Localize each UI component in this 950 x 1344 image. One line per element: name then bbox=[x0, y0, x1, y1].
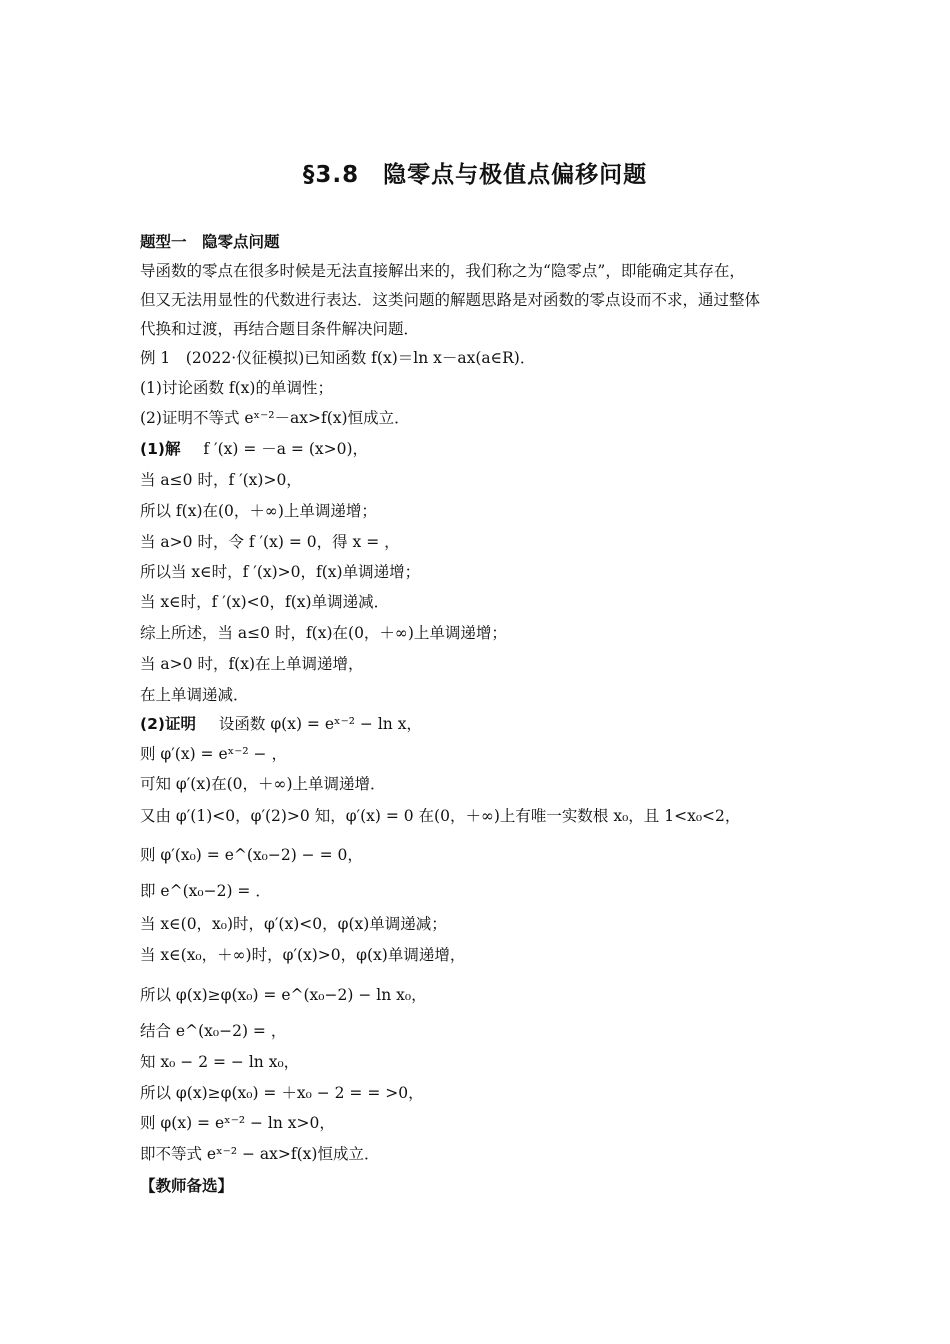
page-title: §3.8 隐零点与极值点偏移问题 bbox=[302, 162, 648, 188]
solution-line: 当 a>0 时，令 f ′(x) = 0，得 x = ， bbox=[140, 533, 400, 551]
solution-1-first-line bbox=[140, 439, 368, 459]
solution-line: 当 x∈时，f ′(x)<0，f(x)单调递减． bbox=[140, 593, 390, 611]
proof-line: 即不等式 eˣ⁻² − ax>f(x)恒成立． bbox=[140, 1145, 380, 1163]
solution-line: 当 a≤0 时，f ′(x)>0， bbox=[140, 471, 302, 489]
solution-2-function: 设函数 φ(x) = eˣ⁻² − ln x， bbox=[218, 715, 422, 733]
question-1: (1)讨论函数 f(x)的单调性； bbox=[140, 379, 333, 397]
intro-line: 代换和过渡，再结合题目条件解决问题． bbox=[140, 320, 420, 338]
intro-line: 但又无法用显性的代数进行表达．这类问题的解题思路是对函数的零点设而不求，通过整体 bbox=[140, 291, 761, 309]
proof-line: 又由 φ′(1)<0，φ′(2)>0 知，φ′(x) = 0 在(0，＋∞)上有唯一实数根 x₀，且 1<x₀<2， bbox=[140, 807, 741, 825]
proof-line: 所以 φ(x)≥φ(x₀) = ＋x₀ − 2 = = >0， bbox=[140, 1084, 424, 1102]
teacher-note-heading: 【教师备选】 bbox=[140, 1177, 234, 1195]
proof-line: 则 φ(x) = eˣ⁻² − ln x>0， bbox=[140, 1114, 335, 1132]
solution-line: 综上所述，当 a≤0 时，f(x)在(0，＋∞)上单调递增； bbox=[140, 624, 507, 642]
solution-line: 所以当 x∈时，f ′(x)>0，f(x)单调递增； bbox=[140, 563, 421, 581]
solution-line: 当 a>0 时，f(x)在上单调递增， bbox=[140, 655, 364, 673]
proof-line: 当 x∈(0，x₀)时，φ′(x)<0，φ(x)单调递减； bbox=[140, 915, 447, 933]
solution-2-first-line bbox=[140, 714, 422, 734]
solution-line: 在上单调递减． bbox=[140, 686, 249, 704]
section-heading: 题型一 隐零点问题 bbox=[140, 233, 280, 251]
proof-line: 结合 e^(x₀−2) = ， bbox=[140, 1022, 287, 1040]
proof-line: 即 e^(x₀−2) = ． bbox=[140, 882, 271, 900]
proof-line: 可知 φ′(x)在(0，＋∞)上单调递增． bbox=[140, 775, 386, 793]
proof-line: 当 x∈(x₀，＋∞)时，φ′(x)>0，φ(x)单调递增， bbox=[140, 946, 466, 964]
proof-line: 则 φ′(x₀) = e^(x₀−2) − = 0， bbox=[140, 846, 363, 864]
proof-line: 所以 φ(x)≥φ(x₀) = e^(x₀−2) − ln x₀， bbox=[140, 986, 427, 1004]
proof-line: 则 φ′(x) = eˣ⁻² − ， bbox=[140, 745, 287, 763]
solution-1-label: (1)解 bbox=[140, 440, 181, 458]
solution-2-label: (2)证明 bbox=[140, 715, 196, 733]
proof-line: 知 x₀ − 2 = − ln x₀， bbox=[140, 1053, 300, 1071]
solution-line: 所以 f(x)在(0，＋∞)上单调递增； bbox=[140, 502, 377, 520]
question-2: (2)证明不等式 eˣ⁻²－ax>f(x)恒成立． bbox=[140, 409, 410, 427]
intro-line: 导函数的零点在很多时候是无法直接解出来的，我们称之为“隐零点”，即能确定其存在， bbox=[140, 262, 745, 280]
solution-1-derivative: f ′(x) = －a = (x>0)， bbox=[203, 440, 369, 458]
example-statement: 例 1 (2022·仪征模拟)已知函数 f(x)＝ln x－ax(a∈R)． bbox=[140, 349, 536, 367]
